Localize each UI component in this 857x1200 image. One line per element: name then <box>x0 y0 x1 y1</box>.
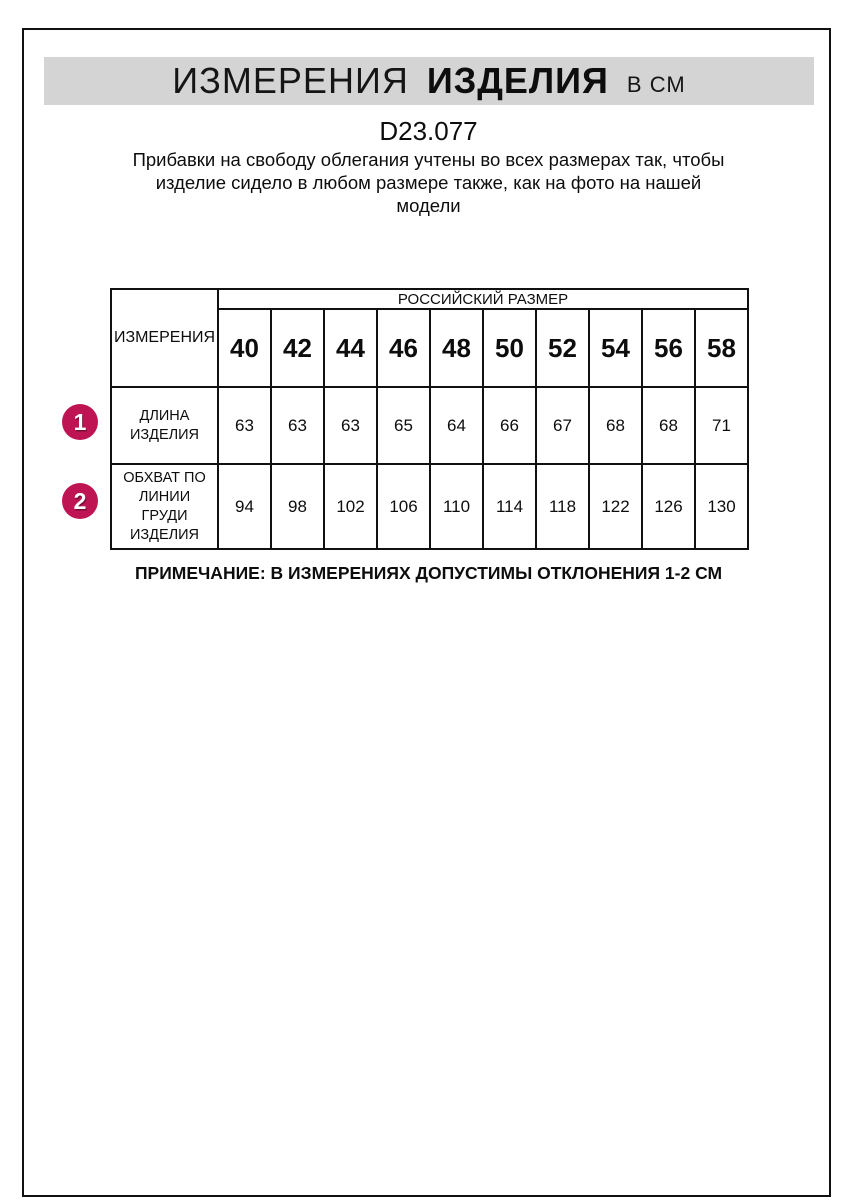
chest-value-48: 110 <box>430 464 483 549</box>
size-header-48: 48 <box>430 309 483 387</box>
row-marker-2-number: 2 <box>73 487 87 514</box>
size-header-54: 54 <box>589 309 642 387</box>
row-label-chest: ОБХВАТ ПО ЛИНИИ ГРУДИ ИЗДЕЛИЯ <box>111 464 218 549</box>
title-word-measurements: ИЗМЕРЕНИЯ <box>172 60 409 101</box>
length-value-58: 71 <box>695 387 748 464</box>
size-header-58: 58 <box>695 309 748 387</box>
chest-value-40: 94 <box>218 464 271 549</box>
row-marker-1-number: 1 <box>73 408 87 435</box>
row-marker-2-badge <box>62 483 98 519</box>
size-header-56: 56 <box>642 309 695 387</box>
row-label-length: ДЛИНА ИЗДЕЛИЯ <box>111 387 218 464</box>
chest-value-54: 122 <box>589 464 642 549</box>
size-header-46: 46 <box>377 309 430 387</box>
length-value-52: 67 <box>536 387 589 464</box>
length-value-46: 65 <box>377 387 430 464</box>
row-marker-1-badge <box>62 404 98 440</box>
chest-value-44: 102 <box>324 464 377 549</box>
chest-value-42: 98 <box>271 464 324 549</box>
length-value-42: 63 <box>271 387 324 464</box>
length-value-56: 68 <box>642 387 695 464</box>
title-word-product: ИЗДЕЛИЯ <box>426 60 609 101</box>
table-group-header: РОССИЙСКИЙ РАЗМЕР <box>218 289 748 309</box>
fit-description-line-2: изделие сидело в любом размере также, как на фото на нашей <box>155 172 702 193</box>
chest-value-58: 130 <box>695 464 748 549</box>
size-header-52: 52 <box>536 309 589 387</box>
size-header-40: 40 <box>218 309 271 387</box>
title-unit-cm: В СМ <box>626 72 686 97</box>
chest-value-52: 118 <box>536 464 589 549</box>
length-value-44: 63 <box>324 387 377 464</box>
chest-value-46: 106 <box>377 464 430 549</box>
chest-value-56: 126 <box>642 464 695 549</box>
fit-description-line-1: Прибавки на свободу облегания учтены во всех размерах так, чтобы <box>132 149 725 170</box>
size-header-42: 42 <box>271 309 324 387</box>
size-header-50: 50 <box>483 309 536 387</box>
tolerance-note: ПРИМЕЧАНИЕ: В ИЗМЕРЕНИЯХ ДОПУСТИМЫ ОТКЛОНЕНИЯ 1-2 СМ <box>134 563 723 583</box>
table-row-chest <box>111 464 748 549</box>
table-corner-label: ИЗМЕРЕНИЯ <box>111 289 218 387</box>
size-table <box>110 288 749 550</box>
fit-description <box>0 148 857 217</box>
length-value-54: 68 <box>589 387 642 464</box>
size-header-44: 44 <box>324 309 377 387</box>
chest-value-50: 114 <box>483 464 536 549</box>
fit-description-line-3: модели <box>396 195 461 216</box>
length-value-40: 63 <box>218 387 271 464</box>
length-value-48: 64 <box>430 387 483 464</box>
length-value-50: 66 <box>483 387 536 464</box>
table-row-length <box>111 387 748 464</box>
title-bar <box>44 57 814 105</box>
product-code: D23.077 <box>379 116 478 146</box>
